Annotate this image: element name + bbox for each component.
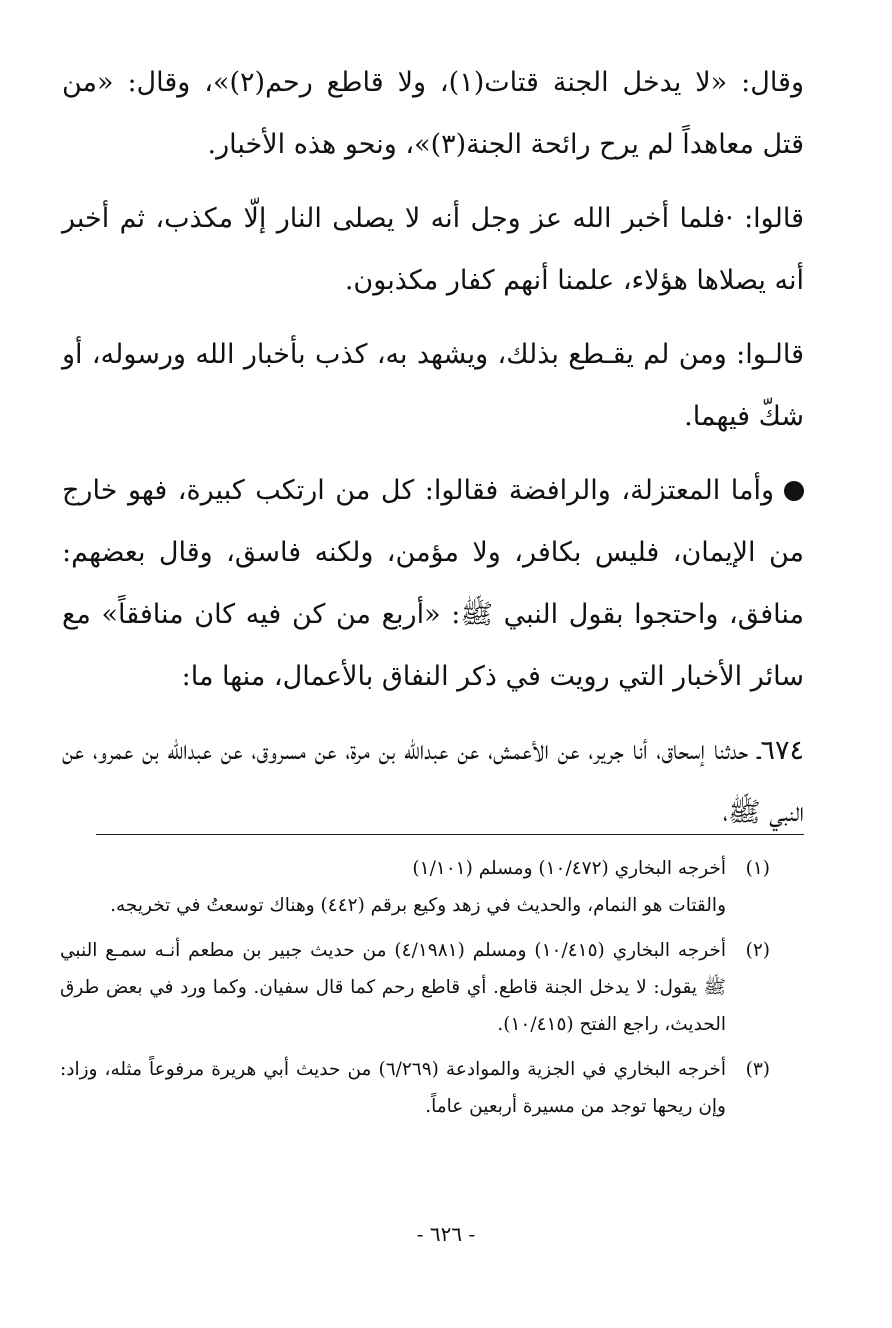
footnote-line: أخرجه البخاري في الجزية والموادعة (٦/٢٦٩) من حديث أبي هريرة مرفوعاً مثله، وزاد: وإن ريحها توجد من مسيرة أربعين عاماً. [60,1059,727,1117]
footnote-1 [60,850,770,924]
bullet-icon [784,481,804,501]
footnote-text [60,932,726,1043]
paragraph-hadith-674: ٦٧٤ـ حدثنا إسحاق، أنا جرير، عن الأعمش، عن عبدالله بن مرة، عن مسروق، عن عبدالله بن عمرو، عن النبي ﷺ، [62,735,804,828]
paragraph-mutazila-text: وأما المعتزلة، والرافضة فقالوا: كل من ارتكب كبيرة، فهو خارج من الإيمان، فليس بكافر، ولا مؤمن، ولكنه فاسق، وقال بعضهم: منافق، واحتجوا بقول النبي ﷺ: «أربع من كن فيه كان منافقاً» مع سائر الأخبار التي رويت في ذكر النفاق بالأعمال، منها ما: [62,475,804,692]
paragraph-they-said-doubt: قالـوا: ومن لم يقـطع بذلك، ويشهد به، كذب بأخبار الله ورسوله، أو شكّ فيهما. [62,339,804,432]
footnote-3 [60,1051,770,1125]
footnote-number: (١) [745,858,770,879]
main-text [62,52,804,856]
footnote-text [60,1051,726,1125]
page-number: - ٦٢٦ - [416,1222,476,1246]
footnote-line: أخرجه البخاري (١٠/٤٧٢) ومسلم (١/١٠١) [412,858,726,879]
footnote-line: أخرجه البخاري (١٠/٤١٥) ومسلم (٤/١٩٨١) من حديث جبير بن مطعم أنـه سمـع النبي ﷺ يقول: لا يدخل الجنة قاطع. أي قاطع رحم كما قال سفيان. وكما ورد في بعض طرق الحديث، راجع الفتح (١٠/٤١٥). [60,940,727,1035]
footnote-number: (٢) [745,940,770,961]
footnotes [60,850,770,1133]
footnote-number: (٣) [745,1059,770,1080]
footnote-divider [96,834,804,835]
paragraph-they-said-liars: قالوا: ·فلما أخبر الله عز وجل أنه لا يصلى النار إلّا مكذب، ثم أخبر أنه يصلاها هؤلاء، علمنا أنهم كفار مكذبون. [62,203,804,296]
paragraph-hadith-sayings: وقال: «لا يدخل الجنة قتات(١)، ولا قاطع رحم(٢)»، وقال: «من قتل معاهداً لم يرح رائحة الجنة(٣)»، ونحو هذه الأخبار. [62,67,804,160]
footnote-text [60,850,726,924]
paragraph-mutazila-rafida [62,460,804,708]
footnote-line: والقتات هو النمام، والحديث في زهد وكيع برقم (٤٤٢) وهناك توسعتُ في تخريجه. [110,895,726,916]
footnote-2 [60,932,770,1043]
